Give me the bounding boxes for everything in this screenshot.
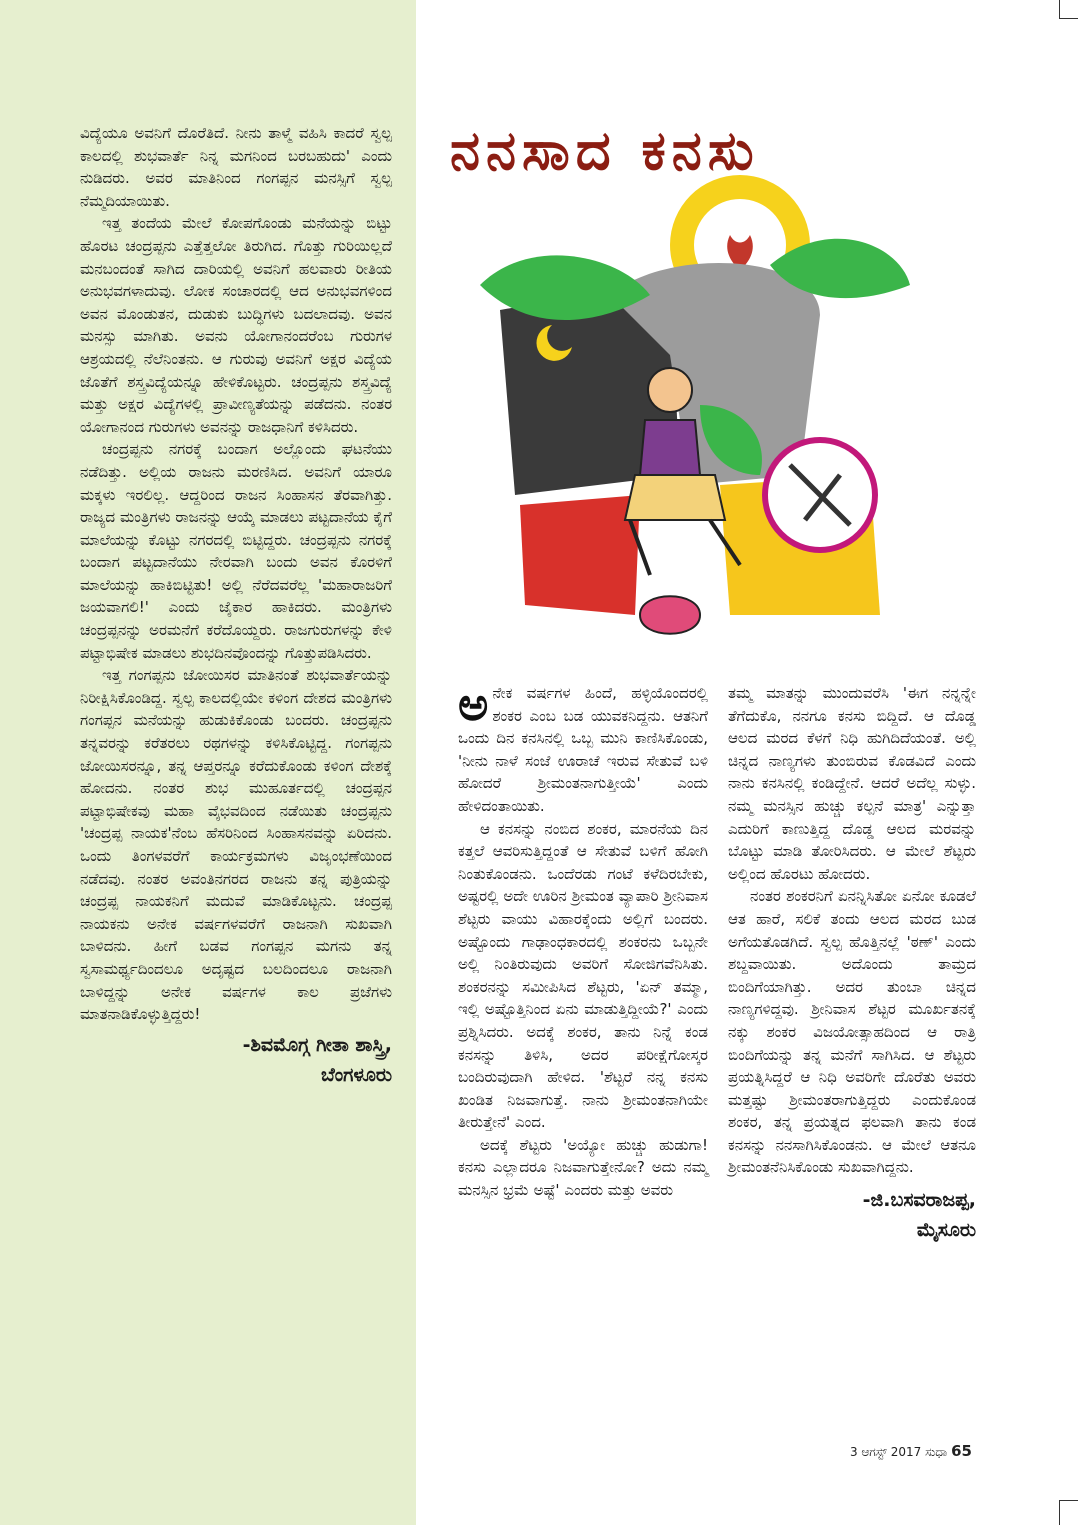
story-paragraph-2: ಆ ಕನಸನ್ನು ನಂಬಿದ ಶಂಕರ, ಮಾರನೆಯ ದಿನ ಕತ್ತಲೆ ಆವರಿಸುತ್ತಿದ್ದಂತೆ ಆ ಸೇತುವೆ ಬಳಿಗೆ ಹೋಗಿ ನಿಂತುಕೊಂಡನು. ಒಂದೆರಡು ಗಂಟೆ ಕಳೆದಿರಬೇಕು, ಅಷ್ಟರಲ್ಲಿ ಅದೇ ಊರಿನ ಶ್ರೀಮಂತ ವ್ಯಾಪಾರಿ ಶ್ರೀನಿವಾಸ ಶೆಟ್ಟರು ವಾಯು ವಿಹಾರಕ್ಕೆಂದು ಅಲ್ಲಿಗೆ ಬಂದರು. ಅಷ್ಟೊಂದು ಗಾಢಾಂಧಕಾರದಲ್ಲಿ ಶಂಕರನು ಒಬ್ಬನೇ ಅಲ್ಲಿ ನಿಂತಿರುವುದು ಅವರಿಗೆ ಸೋಜಿಗವೆನಿಸಿತು. ಶಂಕರನನ್ನು ಸಮೀಪಿಸಿದ ಶೆಟ್ಟರು, 'ಏನ್ ತಮ್ಮಾ, ಇಲ್ಲಿ ಅಷ್ಟೊತ್ತಿನಿಂದ ಏನು ಮಾಡುತ್ತಿದ್ದೀಯೆ?' ಎಂದು ಪ್ರಶ್ನಿಸಿದರು. ಅದಕ್ಕೆ ಶಂಕರ, ತಾನು ನಿನ್ನೆ ಕಂಡ ಕನಸನ್ನು ತಿಳಿಸಿ, ಅದರ ಪರೀಕ್ಷೆಗೋಸ್ಕರ ಬಂದಿರುವುದಾಗಿ ಹೇಳಿದ. 'ಶೆಟ್ಟರೆ ನನ್ನ ಕನಸು ಖಂಡಿತ ನಿಜವಾಗುತ್ತೆ. ನಾನು ಶ್ರೀಮಂತನಾಗಿಯೇ ತೀರುತ್ತೇನೆ' ಎಂದ. [458,819,708,1132]
story-paragraph-3: ಅದಕ್ಕೆ ಶೆಟ್ಟರು 'ಅಯ್ಯೋ ಹುಚ್ಚು ಹುಡುಗಾ! ಕನಸು ಎಲ್ಲಾದರೂ ನಿಜವಾಗುತ್ತೇನೋ? ಅದು ನಮ್ಮ ಮನಸ್ಸಿನ ಭ್ರಮೆ ಅಷ್ಟೆ' ಎಂದರು ಮತ್ತು ಅವರು [458,1135,708,1200]
story-title: ನನಸಾದ ಕನಸು [450,118,760,182]
story-paragraph-5: ನಂತರ ಶಂಕರನಿಗೆ ಏನನ್ನಿಸಿತೋ ಏನೋ ಕೂಡಲೆ ಆತ ಹಾರೆ, ಸಲಿಕೆ ತಂದು ಆಲದ ಮರದ ಬುಡ ಅಗೆಯತೊಡಗಿದೆ. ಸ್ವಲ್ಪ ಹೊತ್ತಿನಲ್ಲೆ 'ಠಣ್' ಎಂದು ಶಬ್ದವಾಯಿತು. ಅದೊಂದು ತಾಮ್ರದ ಬಿಂದಿಗೆಯಾಗಿತ್ತು. ಅದರ ತುಂಬಾ ಚಿನ್ನದ ನಾಣ್ಯಗಳಿದ್ದವು. ಶ್ರೀನಿವಾಸ ಶೆಟ್ಟರ ಮೂರ್ಖತನಕ್ಕೆ ನಕ್ಕು ಶಂಕರ ವಿಜಯೋತ್ಸಾಹದಿಂದ ಆ ರಾತ್ರಿ ಬಿಂದಿಗೆಯನ್ನು ತನ್ನ ಮನೆಗೆ ಸಾಗಿಸಿದ. ಆ ಶೆಟ್ಟರು ಪ್ರಯತ್ನಿಸಿದ್ದರೆ ಆ ನಿಧಿ ಅವರಿಗೇ ದೊರೆತು ಅವರು ಮತ್ತಷ್ಟು ಶ್ರೀಮಂತರಾಗುತ್ತಿದ್ದರು ಎಂದುಕೊಂಡ ಶಂಕರ, ತನ್ನ ಪ್ರಯತ್ನದ ಫಲವಾಗಿ ತಾನು ಕಂಡ ಕನಸನ್ನು ನನಸಾಗಿಸಿಕೊಂಡನು. ಆ ಮೇಲೆ ಆತನೂ ಶ್ರೀಮಂತನೆನಿಸಿಕೊಂಡು ಸುಖವಾಗಿದ್ದನು. [728,887,976,1177]
previous-story-column [80,122,392,1090]
left-author-place: ಬೆಂಗಳೂರು [321,1063,392,1086]
story-first-paragraph [458,677,708,818]
left-author-name: -ಶಿವಮೊಗ್ಗ ಗೀತಾ ಶಾಸ್ತ್ರಿ, [242,1033,392,1056]
story-illustration [440,175,940,675]
magazine-name: ಸುಧಾ [925,1445,948,1459]
page-footer [850,1442,972,1460]
drop-cap: ಅ [458,677,489,731]
story-column-2 [728,682,976,1245]
pot-shape [640,596,700,634]
crop-mark-bottom [1059,1500,1078,1525]
page-number: 65 [951,1442,972,1460]
story-author-place: ಮೈಸೂರು [916,1219,976,1242]
first-paragraph-text: ನೇಕ ವರ್ಷಗಳ ಹಿಂದೆ, ಹಳ್ಳಿಯೊಂದರಲ್ಲಿ ಶಂಕರ ಎಂಬ ಬಡ ಯುವಕನಿದ್ದನು. ಆತನಿಗೆ ಒಂದು ದಿನ ಕನಸಿನಲ್ಲಿ ಒಬ್ಬ ಮುನಿ ಕಾಣಿಸಿಕೊಂಡು, 'ನೀನು ನಾಳೆ ಸಂಜೆ ಊರಾಚೆ ಇರುವ ಸೇತುವೆ ಬಳಿ ಹೋದರೆ ಶ್ರೀಮಂತನಾಗುತ್ತೀಯೆ' ಎಂದು ಹೇಳಿದಂತಾಯಿತು. [458,684,708,815]
story-paragraph-4: ತಮ್ಮ ಮಾತನ್ನು ಮುಂದುವರೆಸಿ 'ಈಗ ನನ್ನನ್ನೇ ತೆಗೆದುಕೊ, ನನಗೂ ಕನಸು ಬಿದ್ದಿದೆ. ಆ ದೊಡ್ಡ ಆಲದ ಮರದ ಕೆಳಗೆ ನಿಧಿ ಹುಗಿದಿದೆಯಂತೆ. ಅಲ್ಲಿ ಚಿನ್ನದ ನಾಣ್ಯಗಳು ತುಂಬಿರುವ ಕೊಡವಿದೆ ಎಂದು ನಾನು ಕನಸಿನಲ್ಲಿ ಕಂಡಿದ್ದೇನೆ. ಆದರೆ ಅದೆಲ್ಲ ಸುಳ್ಳು. ನಮ್ಮ ಮನಸ್ಸಿನ ಹುಚ್ಚು ಕಲ್ಪನೆ ಮಾತ್ರ' ಎನ್ನುತ್ತಾ ಎದುರಿಗೆ ಕಾಣುತ್ತಿದ್ದ ದೊಡ್ಡ ಆಲದ ಮರವನ್ನು ಬೊಟ್ಟು ಮಾಡಿ ತೋರಿಸಿದರು. ಆ ಮೇಲೆ ಶೆಟ್ಟರು ಅಲ್ಲಿಂದ ಹೊರಟು ಹೋದರು. [728,684,976,883]
left-paragraph-3: ಚಂದ್ರಪ್ಪನು ನಗರಕ್ಕೆ ಬಂದಾಗ ಅಲ್ಲೊಂದು ಘಟನೆಯು ನಡೆದಿತ್ತು. ಅಲ್ಲಿಯ ರಾಜನು ಮರಣಿಸಿದ. ಅವನಿಗೆ ಯಾರೂ ಮಕ್ಕಳು ಇರಲಿಲ್ಲ. ಆದ್ದರಿಂದ ರಾಜನ ಸಿಂಹಾಸನ ತೆರವಾಗಿತ್ತು. ರಾಜ್ಯದ ಮಂತ್ರಿಗಳು ರಾಜನನ್ನು ಆಯ್ಕೆ ಮಾಡಲು ಪಟ್ಟದಾನೆಯ ಕೈಗೆ ಮಾಲೆಯನ್ನು ಕೊಟ್ಟು ನಗರದಲ್ಲಿ ಬಿಟ್ಟಿದ್ದರು. ಚಂದ್ರಪ್ಪನು ನಗರಕ್ಕೆ ಬಂದಾಗ ಪಟ್ಟದಾನೆಯು ನೇರವಾಗಿ ಬಂದು ಅವನ ಕೊರಳಿಗೆ ಮಾಲೆಯನ್ನು ಹಾಕಿಬಿಟ್ಟಿತು! ಅಲ್ಲಿ ನೆರೆದವರೆಲ್ಲ 'ಮಹಾರಾಜರಿಗೆ ಜಯವಾಗಲಿ!' ಎಂದು ಜೈಕಾರ ಹಾಕಿದರು. ಮಂತ್ರಿಗಳು ಚಂದ್ರಪ್ಪನನ್ನು ಅರಮನೆಗೆ ಕರೆದೊಯ್ದರು. ರಾಜಗುರುಗಳನ್ನು ಕೇಳಿ ಪಟ್ಟಾಭಿಷೇಕ ಮಾಡಲು ಶುಭದಿನವೊಂದನ್ನು ಗೊತ್ತುಪಡಿಸಿದರು. [80,440,392,662]
left-paragraph-2: ಇತ್ತ ತಂದೆಯ ಮೇಲೆ ಕೋಪಗೊಂಡು ಮನೆಯನ್ನು ಬಿಟ್ಟು ಹೊರಟ ಚಂದ್ರಪ್ಪನು ಎತ್ತೆತ್ತಲೋ ತಿರುಗಿದ. ಗೊತ್ತು ಗುರಿಯಿಲ್ಲದೆ ಮನಬಂದಂತೆ ಸಾಗಿದ ದಾರಿಯಲ್ಲಿ ಅವನಿಗೆ ಹಲವಾರು ರೀತಿಯ ಅನುಭವಗಳಾದುವು. ಲೋಕ ಸಂಚಾರದಲ್ಲಿ ಆದ ಅನುಭವಗಳಿಂದ ಅವನ ಮೊಂಡುತನ, ದುಡುಕು ಬುದ್ಧಿಗಳು ಬದಲಾದವು. ಅವನ ಮನಸ್ಸು ಮಾಗಿತು. ಅವನು ಯೋಗಾನಂದರೆಂಬ ಗುರುಗಳ ಆಶ್ರಯದಲ್ಲಿ ನೆಲೆನಿಂತನು. ಆ ಗುರುವು ಅವನಿಗೆ ಅಕ್ಷರ ವಿದ್ಯೆಯ ಜೊತೆಗೆ ಶಸ್ತ್ರವಿದ್ಯೆಯನ್ನೂ ಹೇಳಿಕೊಟ್ಟರು. ಚಂದ್ರಪ್ಪನು ಶಸ್ತ್ರವಿದ್ಯೆ ಮತ್ತು ಅಕ್ಷರ ವಿದ್ಯೆಗಳಲ್ಲಿ ಪ್ರಾವೀಣ್ಯತೆಯನ್ನು ಪಡೆದನು. ನಂತರ ಯೋಗಾನಂದ ಗುರುಗಳು ಅವನನ್ನು ರಾಜಧಾನಿಗೆ ಕಳಿಸಿದರು. [80,214,392,436]
story-column-1 [458,677,708,1202]
left-paragraph-4: ಇತ್ತ ಗಂಗಪ್ಪನು ಜೋಯಿಸರ ಮಾತಿನಂತೆ ಶುಭವಾರ್ತೆಯನ್ನು ನಿರೀಕ್ಷಿಸಿಕೊಂಡಿದ್ದ. ಸ್ವಲ್ಪ ಕಾಲದಲ್ಲಿಯೇ ಕಳಿಂಗ ದೇಶದ ಮಂತ್ರಿಗಳು ಗಂಗಪ್ಪನ ಮನೆಯನ್ನು ಹುಡುಕಿಕೊಂಡು ಬಂದರು. ಚಂದ್ರಪ್ಪನು ತನ್ನವರನ್ನು ಕರೆತರಲು ರಥಗಳನ್ನು ಕಳಿಸಿಕೊಟ್ಟಿದ್ದ. ಗಂಗಪ್ಪನು ಜೋಯಿಸರನ್ನೂ, ತನ್ನ ಆಪ್ತರನ್ನೂ ಕರೆದುಕೊಂಡು ಕಳಿಂಗ ದೇಶಕ್ಕೆ ಹೋದನು. ನಂತರ ಶುಭ ಮುಹೂರ್ತದಲ್ಲಿ ಚಂದ್ರಪ್ಪನ ಪಟ್ಟಾಭಿಷೇಕವು ಮಹಾ ವೈಭವದಿಂದ ನಡೆಯಿತು ಚಂದ್ರಪ್ಪನು 'ಚಂದ್ರಪ್ಪ ನಾಯಕ'ನೆಂಬ ಹೆಸರಿನಿಂದ ಸಿಂಹಾಸನವನ್ನು ಏರಿದನು. ಒಂದು ತಿಂಗಳವರೆಗೆ ಕಾರ್ಯಕ್ರಮಗಳು ವಿಜೃಂಭಣೆಯಿಂದ ನಡೆದವು. ನಂತರ ಅವಂತಿನಗರದ ರಾಜನು ತನ್ನ ಪುತ್ರಿಯನ್ನು ಚಂದ್ರಪ್ಪ ನಾಯಕನಿಗೆ ಮದುವೆ ಮಾಡಿಕೊಟ್ಟನು. ಚಂದ್ರಪ್ಪ ನಾಯಕನು ಅನೇಕ ವರ್ಷಗಳವರೆಗೆ ರಾಜನಾಗಿ ಸುಖವಾಗಿ ಬಾಳಿದನು. ಹೀಗೆ ಬಡವ ಗಂಗಪ್ಪನ ಮಗನು ತನ್ನ ಸ್ವಸಾಮರ್ಥ್ಯದಿಂದಲೂ ಅದೃಷ್ಟದ ಬಲದಿಂದಲೂ ರಾಜನಾಗಿ ಬಾಳಿದ್ದನ್ನು ಅನೇಕ ವರ್ಷಗಳ ಕಾಲ ಪ್ರಜೆಗಳು ಮಾತನಾಡಿಕೊಳ್ಳುತ್ತಿದ್ದರು! [80,666,392,1024]
story-author-name: -ಜಿ.ಬಸವರಾಜಪ್ಪ, [862,1189,976,1212]
red-block-shape [520,495,640,615]
issue-date: 3 ಆಗಸ್ಟ್ 2017 [849,1445,922,1459]
left-paragraph-1: ವಿದ್ಯೆಯೂ ಅವನಿಗೆ ದೊರೆತಿದೆ. ನೀನು ತಾಳ್ಮೆ ವಹಿಸಿ ಕಾದರೆ ಸ್ವಲ್ಪ ಕಾಲದಲ್ಲಿ ಶುಭವಾರ್ತೆ ನಿನ್ನ ಮಗನಿಂದ ಬರಬಹುದು' ಎಂದು ನುಡಿದರು. ಅವರ ಮಾತಿನಿಂದ ಗಂಗಪ್ಪನ ಮನಸ್ಸಿಗೆ ಸ್ವಲ್ಪ ನೆಮ್ಮದಿಯಾಯಿತು. [80,124,392,210]
crop-mark-top [1059,0,1078,19]
